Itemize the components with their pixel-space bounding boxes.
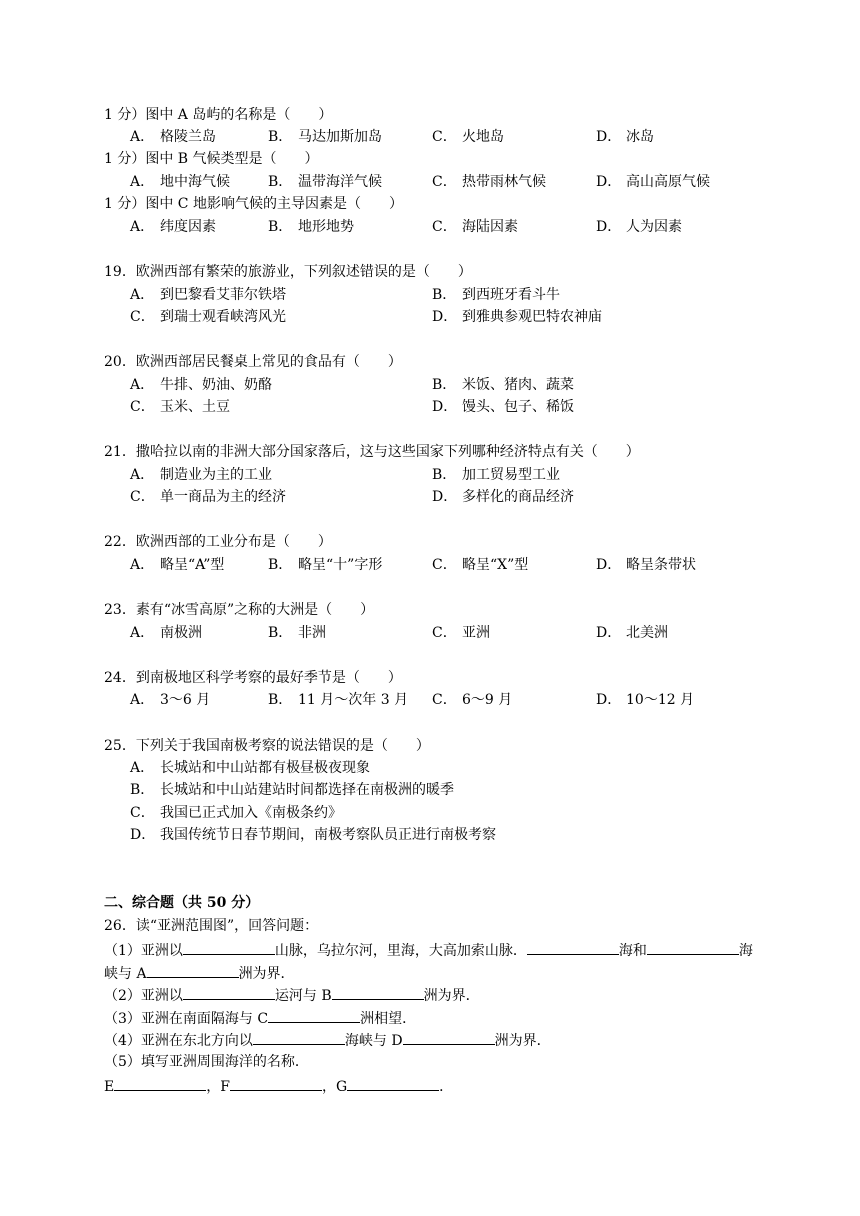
fill-line-ocean: E ，F ，G ．: [104, 1076, 453, 1096]
option-d: D． 多样化的商品经济: [432, 489, 574, 505]
question-21-stem: 21．撒哈拉以南的非洲大部分国家落后，这与这些国家下列哪种经济特点有关（ ）: [104, 444, 640, 460]
option-d: D． 高山高原气候: [596, 174, 710, 190]
fill-line-1: （1）亚洲以 山脉，乌拉尔河，里海，大高加索山脉． 海和 海: [104, 940, 753, 960]
question-20-stem: 20．欧洲西部居民餐桌上常见的食品有（ ）: [104, 354, 402, 370]
fill-line-5: （5）填写亚洲周围海洋的名称．: [104, 1054, 309, 1070]
answer-blank[interactable]: [403, 1030, 495, 1045]
question-25-stem: 25．下列关于我国南极考察的说法错误的是（ ）: [104, 738, 430, 754]
fill-line-1-cont: 峡与 A 洲为界．: [104, 963, 295, 983]
option-c: C． 热带雨林气候: [432, 174, 546, 190]
option-b: B． 到西班牙看斗牛: [432, 287, 560, 303]
fill-line-4: （4）亚洲在东北方向以 海峡与 D 洲为界．: [104, 1030, 551, 1050]
option-a: A． 3～6 月: [130, 692, 211, 708]
answer-blank[interactable]: [527, 940, 619, 955]
section-heading: 二、综合题（共 50 分）: [104, 895, 260, 911]
option-c: C． 海陆因素: [432, 219, 518, 235]
option-d: D． 冰岛: [596, 129, 654, 145]
option-c: C． 我国已正式加入《南极条约》: [130, 805, 342, 821]
option-a: A． 牛排、奶油、奶酪: [130, 377, 272, 393]
option-d: D． 人为因素: [596, 219, 682, 235]
option-c: C． 玉米、土豆: [130, 399, 230, 415]
answer-blank[interactable]: [253, 1030, 345, 1045]
option-c: C． 到瑞士观看峡湾风光: [130, 309, 286, 325]
question-23-stem: 23．素有“冰雪高原”之称的大洲是（ ）: [104, 602, 375, 618]
option-b: B． 长城站和中山站建站时间都选择在南极洲的暖季: [130, 782, 454, 798]
option-c: C． 6～9 月: [432, 692, 513, 708]
option-c: C． 火地岛: [432, 129, 504, 145]
question-24-stem: 24．到南极地区科学考察的最好季节是（ ）: [104, 670, 402, 686]
option-a: A． 略呈“A”型: [130, 557, 225, 573]
option-b: B． 米饭、猪肉、蔬菜: [432, 377, 574, 393]
option-d: D． 略呈条带状: [596, 557, 696, 573]
option-b: B． 加工贸易型工业: [432, 467, 560, 483]
answer-blank[interactable]: [268, 1008, 360, 1023]
option-a: A． 地中海气候: [130, 174, 230, 190]
option-c: C． 略呈“X”型: [432, 557, 529, 573]
question-22-stem: 22．欧洲西部的工业分布是（ ）: [104, 534, 332, 550]
answer-blank[interactable]: [183, 985, 275, 1000]
question-b-stem: 1 分）图中 B 气候类型是（ ）: [104, 151, 319, 167]
option-a: A． 长城站和中山站都有极昼极夜现象: [130, 760, 370, 776]
option-b: B． 11 月～次年 3 月: [268, 692, 409, 708]
option-d: D． 北美洲: [596, 625, 668, 641]
answer-blank[interactable]: [230, 1076, 322, 1091]
answer-blank[interactable]: [347, 1076, 439, 1091]
option-a: A． 纬度因素: [130, 219, 216, 235]
option-b: B． 马达加斯加岛: [268, 129, 382, 145]
answer-blank[interactable]: [147, 963, 239, 978]
option-b: B． 非洲: [268, 625, 326, 641]
answer-blank[interactable]: [332, 985, 424, 1000]
question-c-stem: 1 分）图中 C 地影响气候的主导因素是（ ）: [104, 196, 403, 212]
fill-line-3: （3）亚洲在南面隔海与 C 洲相望．: [104, 1008, 416, 1028]
question-a-stem: 1 分）图中 A 岛屿的名称是（ ）: [104, 107, 333, 123]
option-a: A． 格陵兰岛: [130, 129, 216, 145]
option-d: D． 到雅典参观巴特农神庙: [432, 309, 602, 325]
option-b: B． 地形地势: [268, 219, 354, 235]
fill-line-2: （2）亚洲以 运河与 B 洲为界．: [104, 985, 480, 1005]
option-d: D． 我国传统节日春节期间，南极考察队员正进行南极考察: [130, 827, 496, 843]
option-a: A． 到巴黎看艾菲尔铁塔: [130, 287, 286, 303]
answer-blank[interactable]: [647, 940, 739, 955]
option-b: B． 温带海洋气候: [268, 174, 382, 190]
option-a: A． 南极洲: [130, 625, 202, 641]
option-c: C． 亚洲: [432, 625, 490, 641]
option-a: A． 制造业为主的工业: [130, 467, 272, 483]
option-b: B． 略呈“十”字形: [268, 557, 383, 573]
answer-blank[interactable]: [114, 1076, 206, 1091]
option-c: C． 单一商品为主的经济: [130, 489, 286, 505]
question-19-stem: 19．欧洲西部有繁荣的旅游业，下列叙述错误的是（ ）: [104, 264, 472, 280]
question-26-stem: 26．读“亚洲范围图”，回答问题：: [104, 918, 319, 934]
answer-blank[interactable]: [183, 940, 275, 955]
option-d: D． 馒头、包子、稀饭: [432, 399, 574, 415]
option-d: D． 10～12 月: [596, 692, 695, 708]
